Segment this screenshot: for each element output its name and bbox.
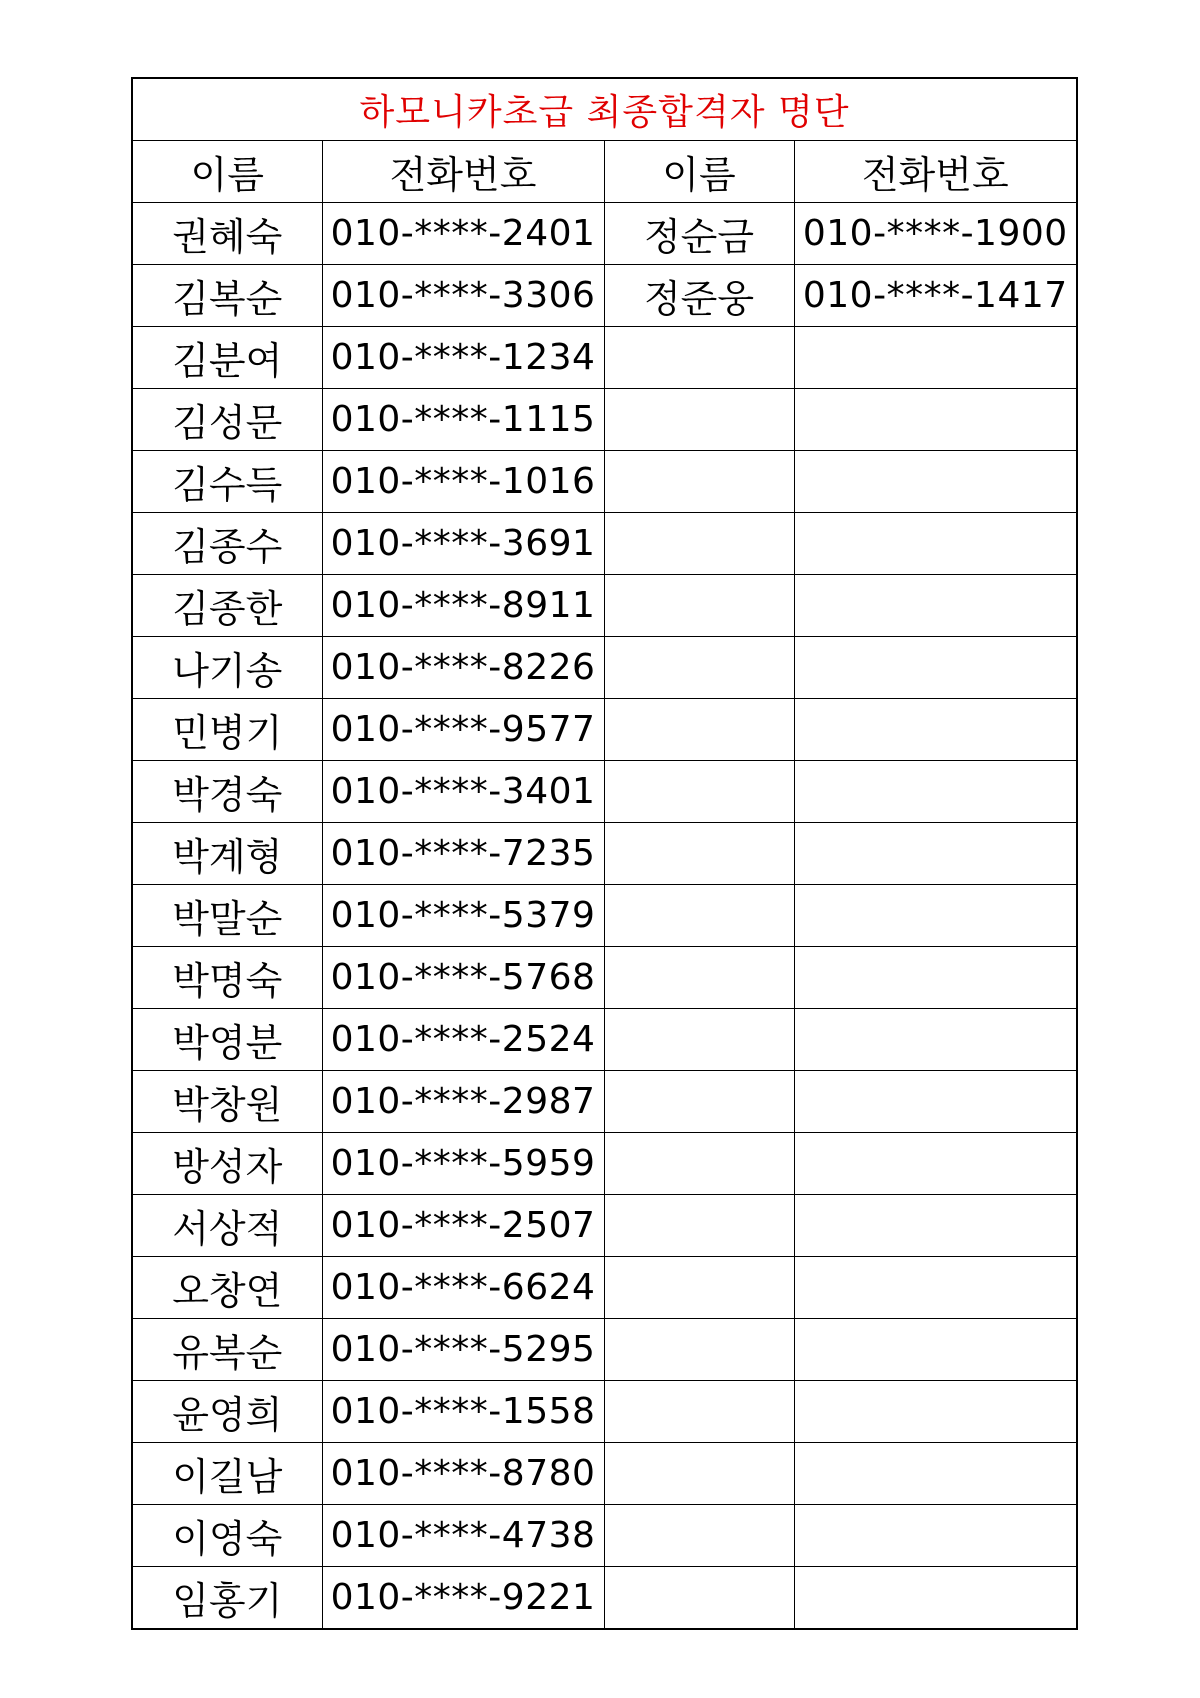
table-row bbox=[132, 1009, 1077, 1071]
table-row bbox=[132, 327, 1077, 389]
table-row bbox=[132, 885, 1077, 947]
right-phone-cell bbox=[794, 1319, 1077, 1381]
left-name-cell: 이영숙 bbox=[132, 1505, 322, 1567]
right-phone-cell bbox=[794, 761, 1077, 823]
left-name-cell: 유복순 bbox=[132, 1319, 322, 1381]
right-name-cell bbox=[604, 699, 794, 761]
right-name-cell bbox=[604, 327, 794, 389]
left-phone-cell: 010-****-8911 bbox=[322, 575, 604, 637]
header-phone-left: 전화번호 bbox=[322, 141, 604, 203]
left-phone-cell: 010-****-7235 bbox=[322, 823, 604, 885]
table-row bbox=[132, 451, 1077, 513]
right-phone-cell bbox=[794, 327, 1077, 389]
left-phone-cell: 010-****-8226 bbox=[322, 637, 604, 699]
table-row bbox=[132, 1381, 1077, 1443]
left-name-cell: 박계형 bbox=[132, 823, 322, 885]
left-name-cell: 박영분 bbox=[132, 1009, 322, 1071]
table-row bbox=[132, 575, 1077, 637]
left-name-cell: 박명숙 bbox=[132, 947, 322, 1009]
right-name-cell bbox=[604, 1071, 794, 1133]
right-phone-cell bbox=[794, 1195, 1077, 1257]
right-phone-cell bbox=[794, 451, 1077, 513]
table-row bbox=[132, 1505, 1077, 1567]
right-phone-cell bbox=[794, 1567, 1077, 1630]
table-row bbox=[132, 513, 1077, 575]
left-name-cell: 박말순 bbox=[132, 885, 322, 947]
left-name-cell: 오창연 bbox=[132, 1257, 322, 1319]
table-row bbox=[132, 637, 1077, 699]
left-name-cell: 임홍기 bbox=[132, 1567, 322, 1630]
right-phone-cell bbox=[794, 1443, 1077, 1505]
left-phone-cell: 010-****-1016 bbox=[322, 451, 604, 513]
right-name-cell: 정순금 bbox=[604, 203, 794, 265]
left-phone-cell: 010-****-1234 bbox=[322, 327, 604, 389]
table-row bbox=[132, 1567, 1077, 1630]
left-phone-cell: 010-****-2524 bbox=[322, 1009, 604, 1071]
right-phone-cell bbox=[794, 947, 1077, 1009]
left-name-cell: 윤영희 bbox=[132, 1381, 322, 1443]
left-phone-cell: 010-****-2507 bbox=[322, 1195, 604, 1257]
left-name-cell: 이길남 bbox=[132, 1443, 322, 1505]
right-name-cell bbox=[604, 513, 794, 575]
left-name-cell: 김성문 bbox=[132, 389, 322, 451]
right-phone-cell bbox=[794, 823, 1077, 885]
left-name-cell: 김분여 bbox=[132, 327, 322, 389]
table-row bbox=[132, 1195, 1077, 1257]
left-phone-cell: 010-****-1558 bbox=[322, 1381, 604, 1443]
roster-title: 하모니카초급 최종합격자 명단 bbox=[132, 78, 1077, 141]
header-phone-right: 전화번호 bbox=[794, 141, 1077, 203]
left-name-cell: 방성자 bbox=[132, 1133, 322, 1195]
left-name-cell: 나기송 bbox=[132, 637, 322, 699]
left-phone-cell: 010-****-5295 bbox=[322, 1319, 604, 1381]
right-name-cell bbox=[604, 761, 794, 823]
right-phone-cell bbox=[794, 1505, 1077, 1567]
left-name-cell: 박창원 bbox=[132, 1071, 322, 1133]
left-phone-cell: 010-****-2987 bbox=[322, 1071, 604, 1133]
right-name-cell bbox=[604, 575, 794, 637]
left-name-cell: 민병기 bbox=[132, 699, 322, 761]
left-name-cell: 김종수 bbox=[132, 513, 322, 575]
left-phone-cell: 010-****-2401 bbox=[322, 203, 604, 265]
right-phone-cell bbox=[794, 1009, 1077, 1071]
left-phone-cell: 010-****-9221 bbox=[322, 1567, 604, 1630]
right-phone-cell bbox=[794, 1381, 1077, 1443]
right-phone-cell bbox=[794, 1257, 1077, 1319]
left-phone-cell: 010-****-1115 bbox=[322, 389, 604, 451]
right-name-cell bbox=[604, 947, 794, 1009]
left-phone-cell: 010-****-5959 bbox=[322, 1133, 604, 1195]
right-phone-cell bbox=[794, 389, 1077, 451]
left-phone-cell: 010-****-3691 bbox=[322, 513, 604, 575]
left-name-cell: 김수득 bbox=[132, 451, 322, 513]
table-row bbox=[132, 1257, 1077, 1319]
right-name-cell bbox=[604, 389, 794, 451]
left-name-cell: 박경숙 bbox=[132, 761, 322, 823]
right-phone-cell bbox=[794, 575, 1077, 637]
table-row bbox=[132, 203, 1077, 265]
left-name-cell: 서상적 bbox=[132, 1195, 322, 1257]
right-phone-cell bbox=[794, 637, 1077, 699]
right-name-cell bbox=[604, 1505, 794, 1567]
roster-table bbox=[131, 77, 1078, 1630]
right-phone-cell bbox=[794, 699, 1077, 761]
left-phone-cell: 010-****-4738 bbox=[322, 1505, 604, 1567]
left-phone-cell: 010-****-9577 bbox=[322, 699, 604, 761]
left-name-cell: 김복순 bbox=[132, 265, 322, 327]
table-row bbox=[132, 699, 1077, 761]
left-phone-cell: 010-****-5768 bbox=[322, 947, 604, 1009]
right-phone-cell bbox=[794, 1071, 1077, 1133]
table-row bbox=[132, 265, 1077, 327]
right-name-cell bbox=[604, 885, 794, 947]
right-name-cell: 정준웅 bbox=[604, 265, 794, 327]
right-name-cell bbox=[604, 1443, 794, 1505]
right-name-cell bbox=[604, 1009, 794, 1071]
right-name-cell bbox=[604, 1567, 794, 1630]
right-name-cell bbox=[604, 1133, 794, 1195]
table-row bbox=[132, 947, 1077, 1009]
table-row bbox=[132, 389, 1077, 451]
table-row bbox=[132, 823, 1077, 885]
left-phone-cell: 010-****-6624 bbox=[322, 1257, 604, 1319]
left-name-cell: 김종한 bbox=[132, 575, 322, 637]
left-phone-cell: 010-****-3401 bbox=[322, 761, 604, 823]
left-phone-cell: 010-****-5379 bbox=[322, 885, 604, 947]
right-name-cell bbox=[604, 637, 794, 699]
right-name-cell bbox=[604, 1381, 794, 1443]
header-row bbox=[132, 141, 1077, 203]
table-row bbox=[132, 1133, 1077, 1195]
right-phone-cell bbox=[794, 513, 1077, 575]
title-row bbox=[132, 78, 1077, 141]
right-phone-cell bbox=[794, 1133, 1077, 1195]
right-phone-cell: 010-****-1417 bbox=[794, 265, 1077, 327]
table-row bbox=[132, 761, 1077, 823]
right-phone-cell bbox=[794, 885, 1077, 947]
header-name-right: 이름 bbox=[604, 141, 794, 203]
right-name-cell bbox=[604, 1195, 794, 1257]
table-row bbox=[132, 1071, 1077, 1133]
left-phone-cell: 010-****-8780 bbox=[322, 1443, 604, 1505]
header-name-left: 이름 bbox=[132, 141, 322, 203]
right-name-cell bbox=[604, 823, 794, 885]
table-row bbox=[132, 1319, 1077, 1381]
right-name-cell bbox=[604, 1319, 794, 1381]
left-name-cell: 권혜숙 bbox=[132, 203, 322, 265]
right-name-cell bbox=[604, 451, 794, 513]
left-phone-cell: 010-****-3306 bbox=[322, 265, 604, 327]
right-name-cell bbox=[604, 1257, 794, 1319]
right-phone-cell: 010-****-1900 bbox=[794, 203, 1077, 265]
table-row bbox=[132, 1443, 1077, 1505]
